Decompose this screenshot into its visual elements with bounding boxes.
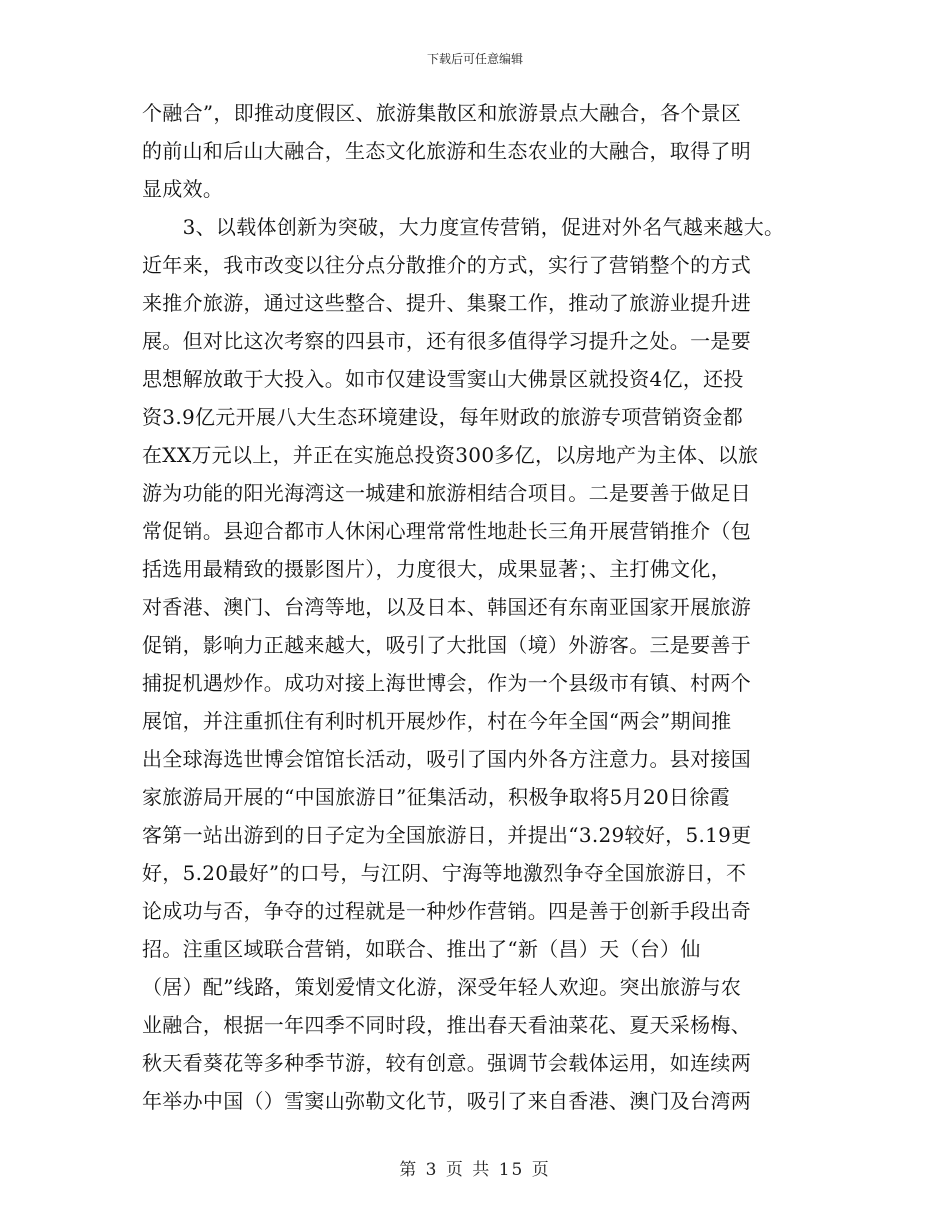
text-line-18: 出全球海选世博会馆馆长活动，吸引了国内外各方注意力。县对接国 — [142, 747, 751, 771]
text-line-27: 年举办中国（）雪窦山弥勒文化节，吸引了来自香港、澳门及台湾两 — [142, 1089, 751, 1113]
text-line-4: 3、以载体创新为突破，大力度宣传营销，促进对外名气越来越大。 — [142, 215, 785, 239]
text-line-8: 思想解放敢于大投入。如市仅建设雪窦山大佛景区就投资4亿，还投 — [142, 367, 744, 391]
text-line-21: 好，5.20最好”的口号，与江阴、宁海等地激烈争夺全国旅游日，不 — [142, 861, 747, 885]
text-line-24: （居）配”线路，策划爱情文化游，深受年轻人欢迎。突出旅游与农 — [142, 975, 742, 999]
page-header: 下载后可任意编辑 — [426, 52, 523, 66]
text-line-13: 括选用最精致的摄影图片），力度很大，成果显著；、主打佛文化， — [142, 557, 731, 581]
text-line-5: 近年来，我市改变以往分点分散推介的方式，实行了营销整个的方式 — [142, 253, 751, 277]
text-line-11: 游为功能的阳光海湾这一城建和旅游相结合项目。二是要善于做足日 — [142, 481, 751, 505]
text-line-14: 对香港、澳门、台湾等地，以及日本、韩国还有东南亚国家开展旅游 — [142, 595, 751, 619]
text-line-16: 捕捉机遇炒作。成功对接上海世博会，作为一个县级市有镇、村两个 — [142, 671, 751, 695]
text-line-12: 常促销。县迎合都市人休闲心理常常性地赴长三角开展营销推介（包 — [142, 519, 751, 543]
text-line-15: 促销，影响力正越来越大，吸引了大批国（境）外游客。三是要善于 — [142, 633, 751, 657]
text-line-25: 业融合，根据一年四季不同时段，推出春天看油菜花、夏天采杨梅、 — [142, 1013, 751, 1037]
text-line-19: 家旅游局开展的“中国旅游日”征集活动，积极争取将5月20日徐霞 — [142, 785, 730, 809]
text-line-23: 招。注重区域联合营销，如联合、推出了“新（昌）天（台）仙 — [142, 937, 701, 961]
text-line-17: 展馆，并注重抓住有利时机开展炒作，村在今年全国“两会”期间推 — [142, 709, 732, 733]
text-line-9: 资3.9亿元开展八大生态环境建设，每年财政的旅游专项营销资金都 — [142, 405, 744, 429]
page-footer: 第 3 页 共 15 页 — [399, 1160, 551, 1180]
text-line-7: 展。但对比这次考察的四县市，还有很多值得学习提升之处。一是要 — [142, 329, 751, 353]
text-line-2: 的前山和后山大融合，生态文化旅游和生态农业的大融合，取得了明 — [142, 139, 751, 163]
document-body — [142, 94, 822, 1120]
text-line-20: 客第一站出游到的日子定为全国旅游日，并提出“3.29较好，5.19更 — [142, 823, 752, 847]
text-line-10: 在XX万元以上，并正在实施总投资300多亿，以房地产为主体、以旅 — [142, 443, 759, 467]
text-line-22: 论成功与否，争夺的过程就是一种炒作营销。四是善于创新手段出奇 — [142, 899, 751, 923]
text-line-26: 秋天看葵花等多种季节游，较有创意。强调节会载体运用，如连续两 — [142, 1051, 751, 1075]
text-line-3: 显成效。 — [142, 177, 224, 201]
text-line-6: 来推介旅游，通过这些整合、提升、集聚工作，推动了旅游业提升进 — [142, 291, 751, 315]
text-line-1: 个融合”，即推动度假区、旅游集散区和旅游景点大融合，各个景区 — [142, 101, 742, 125]
